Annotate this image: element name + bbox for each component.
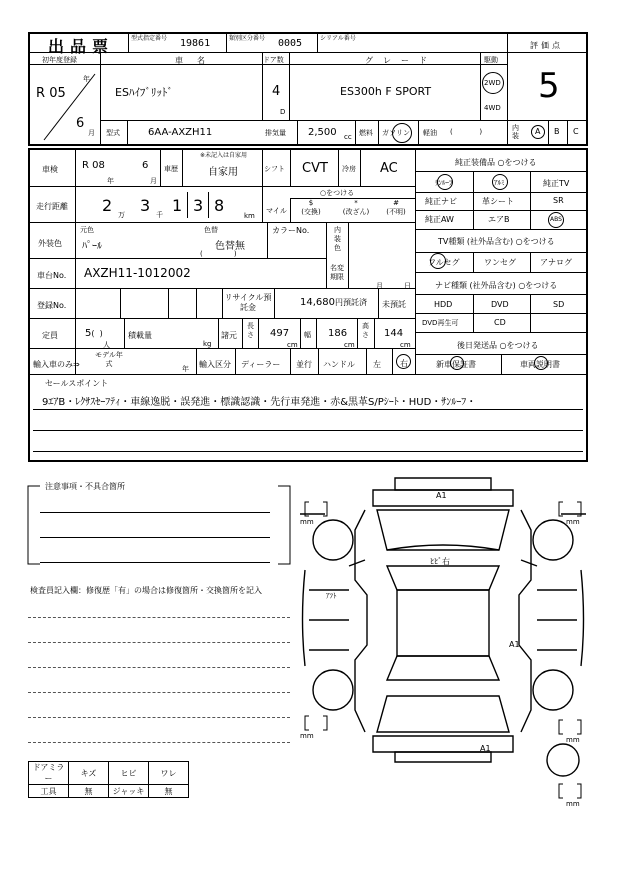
fuel-gas: ガソリン xyxy=(382,129,410,137)
color-change: 色替無 xyxy=(215,241,245,252)
reg-year: 05 xyxy=(49,86,66,101)
diag-a1-right: A1 xyxy=(509,640,520,649)
genuine-title: 純正装備品 ○をつける xyxy=(455,158,537,167)
diag-mm-4: mm xyxy=(566,736,580,744)
load-unit: kg xyxy=(203,340,212,348)
reg-month: 6 xyxy=(76,116,85,131)
grade: ES300h F SPORT xyxy=(340,85,432,98)
width-cm: cm xyxy=(344,341,355,349)
nav-title: ナビ種類 (社外品含む) ○をつける xyxy=(435,281,558,290)
fuel-label: 燃料 xyxy=(359,129,373,137)
mark-note: ○をつける xyxy=(320,189,355,197)
legend-v2: 無 xyxy=(69,785,109,798)
diag-artf: ｱﾌﾄ xyxy=(326,592,337,600)
import-label: 輸入車のみ⇒ xyxy=(33,360,80,369)
recycle-unpaid: 未預託 xyxy=(382,300,406,309)
ship-title: 後日発送品 ○をつける xyxy=(457,341,539,350)
eq-sunroof: ｻﾝﾙｰﾌ xyxy=(435,179,453,187)
eq-aw: 純正AW xyxy=(425,215,454,224)
grade-label: グレード xyxy=(365,56,437,65)
recycle-paid: 預託済 xyxy=(343,298,367,307)
history: 自家用 xyxy=(208,167,238,178)
year-unit: 年 xyxy=(83,75,90,83)
notes-label: 注意事項・不具合箇所 xyxy=(45,482,125,491)
eq-sr: SR xyxy=(553,196,564,205)
handle-left: 左 xyxy=(373,360,381,369)
eq-tv: 純正TV xyxy=(543,179,570,188)
chassis-label: 車台No. xyxy=(37,271,67,280)
unknown-text: (不明) xyxy=(386,208,406,216)
insp-era: R xyxy=(82,160,89,171)
doors-suffix: D xyxy=(280,108,286,116)
drive-2wd: 2WD xyxy=(484,79,501,87)
diag-mm-1: mm xyxy=(300,518,314,526)
insp-year-unit: 年 xyxy=(107,177,114,185)
tv-title: TV種類 (社外品含む) ○をつける xyxy=(438,237,555,246)
diag-a1-front: A1 xyxy=(436,491,447,500)
interior-label: 内装 xyxy=(512,124,519,140)
man: 万 xyxy=(118,211,125,219)
height-label: 高さ xyxy=(362,322,369,339)
car-name-label: 車名 xyxy=(175,56,219,65)
sales-text: 9ｴｱB・ﾚｸｻｽｾｰﾌﾃｨ・車線逸脱・誤発進・標識認識・先行車発進・赤&黒革S/Pｼｰﾄ・HUD・ｻﾝﾙｰﾌ・ xyxy=(42,397,477,408)
drive-label: 駆動 xyxy=(484,56,498,64)
tamper-sym: * xyxy=(354,199,358,207)
drive-4wd: 4WD xyxy=(484,104,501,112)
diag-mm-3: mm xyxy=(300,732,314,740)
cc: cc xyxy=(344,133,352,141)
length-label: 長さ xyxy=(247,322,254,339)
color-name-label: 色替 xyxy=(204,226,218,234)
exchange-text: (交換) xyxy=(301,208,321,216)
tamper-label xyxy=(336,199,376,217)
capacity-paren: ( ) xyxy=(91,329,103,338)
recycle-value: 14,680 xyxy=(300,297,335,308)
nav-dvd-play: DVD再生可 xyxy=(422,319,459,327)
dims-label: 諸元 xyxy=(221,331,237,340)
mileage-d4: 3 xyxy=(193,196,204,215)
capacity xyxy=(85,328,103,339)
inspection-label: 車検 xyxy=(42,165,58,174)
unknown-sym: # xyxy=(393,199,399,207)
color-no-label: カラーNo. xyxy=(272,226,310,235)
legend-h3: ヒビ xyxy=(109,762,149,785)
legend-v4: 無 xyxy=(149,785,189,798)
length: 497 xyxy=(270,328,290,339)
handle-right: 右 xyxy=(400,359,408,368)
doors: 4 xyxy=(272,84,281,99)
model: 6AA-AXZH11 xyxy=(148,127,213,138)
displacement-label: 排気量 xyxy=(265,129,286,137)
damage-legend xyxy=(28,761,189,798)
recycle-unit: 円 xyxy=(335,298,343,307)
sales-label: セールスポイント xyxy=(45,379,109,388)
notes-bracket xyxy=(24,484,294,568)
diag-mm-2: mm xyxy=(566,518,580,526)
era: R xyxy=(36,86,46,101)
mile-label: マイル xyxy=(266,207,287,215)
form-no-label: 型式指定番号 xyxy=(131,35,168,42)
km: km xyxy=(244,212,255,220)
dealer: ディーラー xyxy=(241,360,281,369)
capacity-value: 5 xyxy=(85,328,92,339)
reg-no-label: 登録No. xyxy=(37,301,67,310)
sen: 千 xyxy=(156,211,163,219)
history-label: 車歴 xyxy=(164,165,178,173)
shift: CVT xyxy=(302,161,328,176)
displacement: 2,500 xyxy=(308,127,337,138)
height-cm: cm xyxy=(400,341,411,349)
eq-airbag: エアB xyxy=(488,215,510,224)
mileage-label: 走行距離 xyxy=(36,202,68,211)
fuel-diesel: 軽油 xyxy=(423,129,437,137)
aircon: AC xyxy=(380,161,398,176)
height: 144 xyxy=(384,328,404,339)
nav-dvd: DVD xyxy=(491,300,509,309)
eq-leather: 革シート xyxy=(482,197,514,206)
history-note: ※未記入は自家用 xyxy=(200,152,248,159)
chassis: AXZH11-1012002 xyxy=(84,266,191,280)
tv-analog: アナログ xyxy=(540,258,572,267)
interior-color-label: 内装色 xyxy=(334,226,341,252)
doors-label: ドア数 xyxy=(263,56,284,64)
diag-a1-rear: A1 xyxy=(480,744,491,753)
grade-score-label: 評価点 xyxy=(530,41,563,50)
class-no: 0005 xyxy=(278,38,303,49)
class-no-label: 類別区分番号 xyxy=(229,35,266,42)
width-label: 幅 xyxy=(304,331,311,339)
mileage-d2: 3 xyxy=(140,196,151,215)
model-year-label: モデル年式 xyxy=(95,351,123,368)
color-paren: ( ) xyxy=(200,250,237,258)
nav-cd: CD xyxy=(494,318,506,327)
form-no: 19861 xyxy=(180,38,211,49)
serial-label: シリアル番号 xyxy=(320,35,356,42)
month-unit: 月 xyxy=(88,129,95,137)
unknown-label xyxy=(378,199,414,217)
nav-sd: SD xyxy=(553,300,565,309)
interior-a: A xyxy=(535,127,541,136)
ship-manual: 車両説明書 xyxy=(520,360,560,369)
fuel-paren: ( ) xyxy=(450,128,483,136)
car-name: ESﾊｲﾌﾞﾘｯﾄﾞ xyxy=(115,86,173,99)
car-damage-diagram xyxy=(295,470,595,810)
exchange-label xyxy=(293,199,329,217)
recycle-amount xyxy=(300,297,367,308)
model-label: 型式 xyxy=(106,129,120,137)
eq-abs: ABS xyxy=(550,216,562,223)
ship-warranty: 新車保証書 xyxy=(436,360,476,369)
tv-oneseg: ワンセグ xyxy=(484,258,516,267)
page-title: 出品票 xyxy=(48,37,115,56)
length-cm: cm xyxy=(287,341,298,349)
legend-v1: 工具 xyxy=(29,785,69,798)
nav-hdd: HDD xyxy=(434,300,453,309)
load-label: 積載量 xyxy=(128,331,152,340)
width: 186 xyxy=(328,328,348,339)
recycle-label: リサイクル預託金 xyxy=(224,293,272,312)
nc-month: 月 xyxy=(376,282,383,290)
capacity-unit: 人 xyxy=(103,341,110,349)
orig-color-label: 元色 xyxy=(80,226,94,234)
insp-year: 08 xyxy=(92,160,105,171)
inspection-era xyxy=(82,160,105,171)
handle-label: ハンドル xyxy=(323,360,355,369)
shift-label: シフト xyxy=(264,165,285,173)
aircon-label: 冷房 xyxy=(342,165,356,173)
parallel: 並行 xyxy=(296,360,312,369)
mileage-d1: 2 xyxy=(102,196,113,215)
name-change-label: 名変期限 xyxy=(330,264,344,281)
capacity-label: 定員 xyxy=(42,331,58,340)
mileage-d3: 1 xyxy=(172,196,183,215)
tamper-text: (改ざん) xyxy=(342,208,370,216)
legend-h1: ドアミラー xyxy=(29,762,69,785)
mileage-d5: 8 xyxy=(214,196,225,215)
grade-score: 5 xyxy=(538,66,560,106)
import-year-unit: 年 xyxy=(182,365,189,373)
inspector-label: 検査員記入欄：修復歴「有」の場合は修復箇所・交換箇所を記入 xyxy=(30,586,262,595)
insp-month-unit: 月 xyxy=(150,177,157,185)
color-label: 外装色 xyxy=(38,239,62,248)
diag-mm-5: mm xyxy=(566,800,580,808)
legend-h4: ワレ xyxy=(149,762,189,785)
diag-hibi: ﾋﾋﾞ右 xyxy=(430,557,450,566)
tv-fullseg: フルセグ xyxy=(428,258,460,267)
legend-v3: ジャッキ xyxy=(109,785,149,798)
orig-color: ﾊﾟｰﾙ xyxy=(82,241,102,252)
interior-c: C xyxy=(573,127,579,136)
eq-navi: 純正ナビ xyxy=(425,197,457,206)
exchange-sym: $ xyxy=(308,199,314,207)
import-class-label: 輸入区分 xyxy=(199,360,231,369)
first-reg-label: 初年度登録 xyxy=(42,56,77,64)
interior-b: B xyxy=(554,127,560,136)
legend-h2: キズ xyxy=(69,762,109,785)
eq-alumi: ｱﾙﾐ xyxy=(494,179,505,187)
nc-day: 日 xyxy=(404,282,411,290)
insp-month: 6 xyxy=(142,160,149,171)
